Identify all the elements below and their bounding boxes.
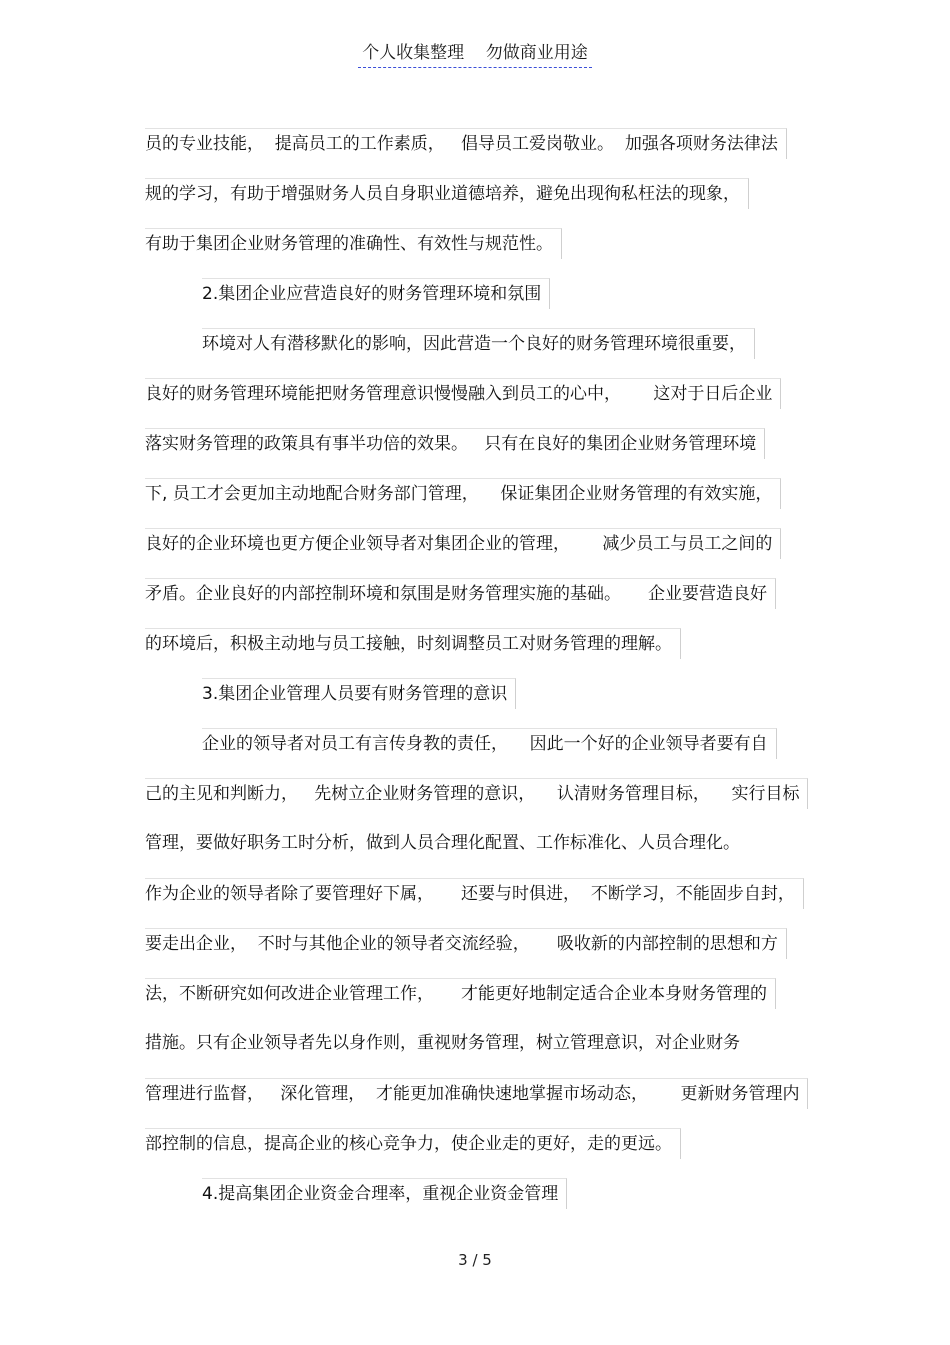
section-heading: 2.集团企业应营造良好的财务管理环境和氛围 bbox=[202, 278, 550, 309]
text-line: 要走出企业， 不时与其他企业的领导者交流经验， 吸收新的内部控制的思想和方 bbox=[145, 928, 787, 959]
text-line: 员的专业技能， 提高员工的工作素质， 倡导员工爱岗敬业。 加强各项财务法律法 bbox=[145, 128, 787, 159]
text-line: 良好的财务管理环境能把财务管理意识慢慢融入到员工的心中， 这对于日后企业 bbox=[145, 378, 781, 409]
text-line: 落实财务管理的政策具有事半功倍的效果。 只有在良好的集团企业财务管理环境 bbox=[145, 428, 765, 459]
text-line: 管理，要做好职务工时分析，做到人员合理化配置、工作标准化、人员合理化。 bbox=[145, 833, 740, 853]
text-line: 下, 员工才会更加主动地配合财务部门管理， 保证集团企业财务管理的有效实施， bbox=[145, 478, 781, 509]
text-line: 规的学习，有助于增强财务人员自身职业道德培养，避免出现徇私枉法的现象， bbox=[145, 178, 749, 209]
text-line: 环境对人有潜移默化的影响，因此营造一个良好的财务管理环境很重要， bbox=[202, 328, 755, 359]
text-line: 部控制的信息，提高企业的核心竞争力，使企业走的更好，走的更远。 bbox=[145, 1128, 681, 1159]
text-line: 有助于集团企业财务管理的准确性、有效性与规范性。 bbox=[145, 228, 562, 259]
page-number: 3 / 5 bbox=[458, 1251, 492, 1269]
text-line: 法，不断研究如何改进企业管理工作， 才能更好地制定适合企业本身财务管理的 bbox=[145, 978, 776, 1009]
text-line: 企业的领导者对员工有言传身教的责任， 因此一个好的企业领导者要有自 bbox=[202, 728, 777, 759]
text-line: 措施。只有企业领导者先以身作则，重视财务管理，树立管理意识，对企业财务 bbox=[145, 1033, 740, 1053]
section-heading: 3.集团企业管理人员要有财务管理的意识 bbox=[202, 678, 516, 709]
text-line: 的环境后，积极主动地与员工接触，时刻调整员工对财务管理的理解。 bbox=[145, 628, 681, 659]
text-line: 己的主见和判断力， 先树立企业财务管理的意识， 认清财务管理目标， 实行目标 bbox=[145, 778, 808, 809]
section-heading: 4.提高集团企业资金合理率，重视企业资金管理 bbox=[202, 1178, 567, 1209]
header-text: 个人收集整理 勿做商业用途 bbox=[358, 41, 592, 68]
page-header bbox=[0, 41, 950, 68]
text-line: 矛盾。企业良好的内部控制环境和氛围是财务管理实施的基础。 企业要营造良好 bbox=[145, 578, 776, 609]
text-line: 管理进行监督， 深化管理， 才能更加准确快速地掌握市场动态， 更新财务管理内 bbox=[145, 1078, 808, 1109]
text-line: 作为企业的领导者除了要管理好下属， 还要与时俱进， 不断学习，不能固步自封， bbox=[145, 878, 804, 909]
text-line: 良好的企业环境也更方便企业领导者对集团企业的管理， 减少员工与员工之间的 bbox=[145, 528, 781, 559]
